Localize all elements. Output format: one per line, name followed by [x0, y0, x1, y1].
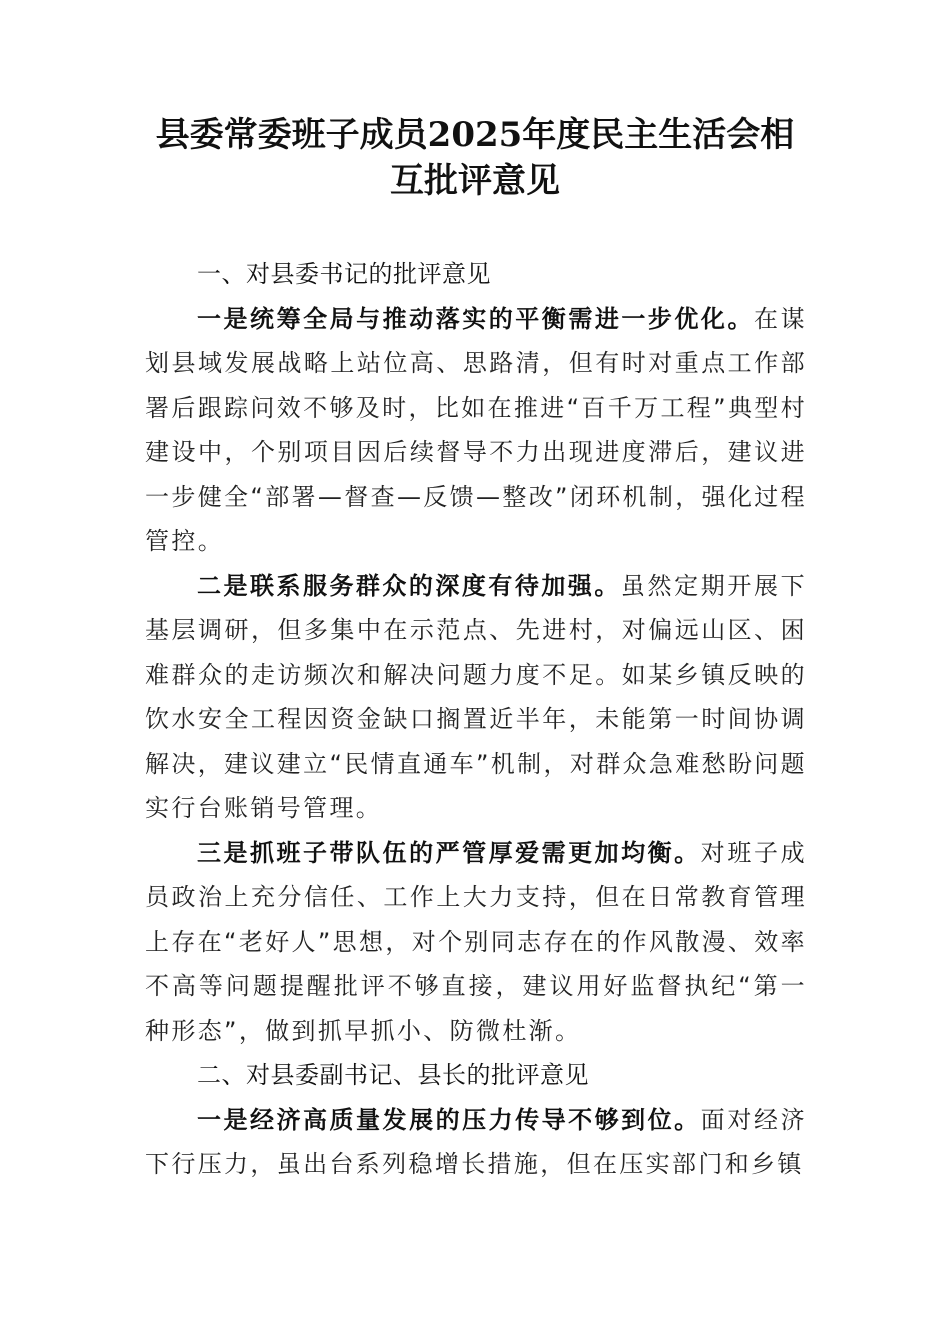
paragraph-lead: 一是统筹全局与推动落实的平衡需进一步优化。	[197, 304, 754, 333]
paragraph-lead: 一是经济高质量发展的压力传导不够到位。	[197, 1105, 701, 1134]
section-heading-2: 二、对县委副书记、县长的批评意见	[197, 1061, 589, 1089]
title-line-2: 互批评意见	[390, 161, 560, 201]
paragraph-lead: 三是抓班子带队伍的严管厚爱需更加均衡。	[197, 838, 701, 867]
section-heading-1: 一、对县委书记的批评意见	[197, 260, 491, 288]
paragraph-lead: 二是联系服务群众的深度有待加强。	[197, 571, 621, 600]
paragraph	[145, 564, 807, 831]
paragraph	[145, 1098, 807, 1187]
paragraph-text: 在谋划县域发展战略上站位高、思路清，但有时对重点工作部署后跟踪问效不够及时，比如在推进“百千万工程”典型村建设中，个别项目因后续督导不力出现进度滞后，建议进一步健全“部署—督查—反馈—整改”闭环机制，强化过程管控。	[145, 304, 808, 555]
title-line-1: 县委常委班子成员2025年度民主生活会相	[155, 115, 795, 155]
paragraph	[145, 297, 807, 564]
document-body	[145, 252, 807, 1187]
paragraph-text: 面对经济下行压力，虽出台系列稳增长措施，但在压实部门和乡镇	[145, 1105, 807, 1178]
paragraph	[145, 831, 807, 1054]
paragraph-text: 虽然定期开展下基层调研，但多集中在示范点、先进村，对偏远山区、困难群众的走访频次和解决问题力度不足。如某乡镇反映的饮水安全工程因资金缺口搁置近半年，未能第一时间协调解决，建议建立“民情直通车”机制，对群众急难愁盼问题实行台账销号管理。	[145, 571, 807, 822]
document-title	[120, 112, 830, 204]
paragraph-text: 对班子成员政治上充分信任、工作上大力支持，但在日常教育管理上存在“老好人”思想，对个别同志存在的作风散漫、效率不高等问题提醒批评不够直接，建议用好监督执纪“第一种形态”，做到抓早抓小、防微杜渐。	[145, 838, 807, 1045]
